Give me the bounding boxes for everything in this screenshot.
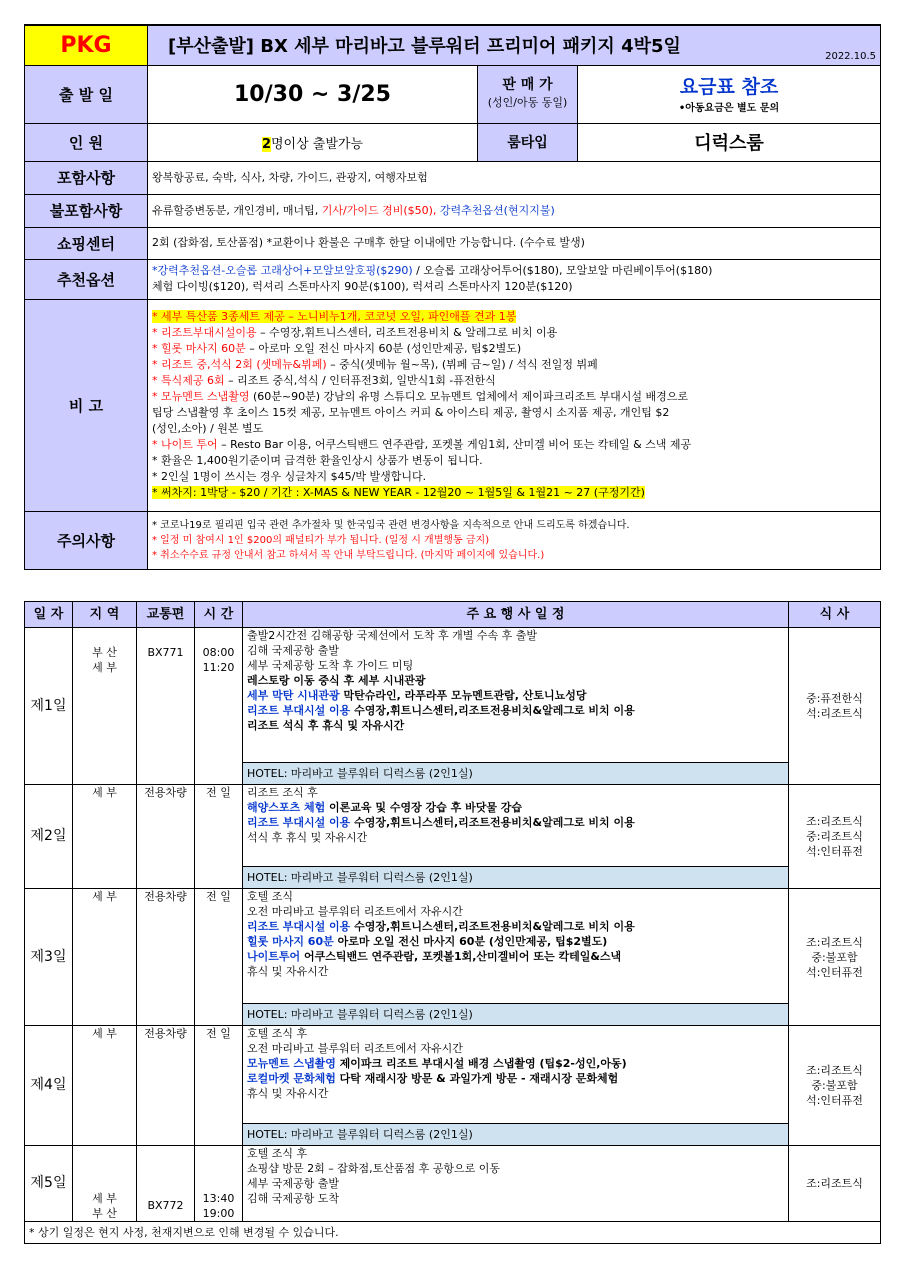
remark-exchange: * 환율은 1,400원기준이며 급격한 환율인상시 상품가 변동이 됩니다. xyxy=(152,454,483,467)
col-time: 시 간 xyxy=(195,602,243,628)
day1-hotel: HOTEL: 마리바고 블루워터 디럭스룸 (2인1실) xyxy=(243,763,789,785)
caution-penalty: * 일정 미 참여시 1인 $200의 패널티가 부가 됩니다. (일정 시 개별행동 금지) xyxy=(152,534,490,546)
day4-row xyxy=(25,1026,881,1124)
day1-time-depart: 08:00 xyxy=(202,646,235,659)
include-value: 왕복항공료, 숙박, 식사, 차량, 가이드, 관광지, 여행자보험 xyxy=(148,161,881,194)
remarks-label: 비 고 xyxy=(25,299,148,511)
day1-activity: 수영장,휘트니스센터,리조트전용비치&알레그로 비치 이용 xyxy=(350,704,635,717)
day4-meal: 중:불포함 xyxy=(811,1079,858,1092)
day1-region-cebu: 세 부 xyxy=(92,661,117,674)
day1-row xyxy=(25,628,881,763)
day1-activity: 막탄슈라인, 라푸라푸 모뉴멘트관람, 산토니뇨성당 xyxy=(339,689,587,702)
exclude-value xyxy=(148,194,881,227)
caution-covid: * 코로나19로 필리핀 입국 관련 추가절차 및 한국입국 관련 변경사항을 지속적으로 안내 드리도록 하겠습니다. xyxy=(152,519,630,531)
package-title-text: [부산출발] BX 세부 마리바고 블루워터 프리미어 패키지 4박5일 xyxy=(168,36,681,58)
remark-resort-red: * 리조트부대시설이용 xyxy=(152,326,257,339)
remark-special-red: * 특식제공 6회 xyxy=(152,374,225,387)
day3-hotel: HOTEL: 마리바고 블루워터 디럭스룸 (2인1실) xyxy=(243,1004,789,1026)
shopping-label: 쇼핑센터 xyxy=(25,227,148,259)
day1-label: 제1일 xyxy=(25,628,73,785)
day2-activity: 리조트 조식 후 xyxy=(247,786,318,799)
col-region: 지 역 xyxy=(73,602,137,628)
itinerary-footnote: * 상기 일정은 현지 사정, 천재지변으로 인해 변경될 수 있습니다. xyxy=(25,1222,881,1244)
day1-activity-title: 세부 막탄 시내관광 xyxy=(247,689,340,702)
remark-snap-red: * 모뉴멘트 스냅촬영 xyxy=(152,390,250,403)
day1-time xyxy=(195,628,243,785)
day1-activity: 김해 국제공항 출발 xyxy=(247,644,340,657)
day1-meal: 석:리조트식 xyxy=(806,707,863,720)
option-label: 추천옵션 xyxy=(25,259,148,299)
remark-night: – Resto Bar 이용, 어쿠스틱밴드 연주관람, 포켓볼 게임1회, 산미겔 비어 또는 칵테일 & 스낵 제공 xyxy=(217,438,692,451)
day1-transport: BX771 xyxy=(137,628,195,785)
day5-activity: 김해 국제공항 도착 xyxy=(247,1192,340,1205)
day4-activity: 오전 마리바고 블루워터 리조트에서 자유시간 xyxy=(247,1042,463,1055)
day5-activity: 세부 국제공항 출발 xyxy=(247,1177,340,1190)
day3-activities xyxy=(243,889,789,1004)
price-sub-label: (성인/아동 동일) xyxy=(487,96,568,109)
people-text: 명이상 출발가능 xyxy=(271,136,364,152)
remark-special: – 리조트 중식,석식 / 인터퓨전3회, 일반식1회 -퓨전한식 xyxy=(224,374,496,387)
day3-meal: 석:인터퓨전 xyxy=(806,965,863,979)
day3-activity-title: 나이트투어 xyxy=(247,950,301,963)
shopping-value: 2회 (잡화점, 토산품점) *교환이나 환불은 구매후 한달 이내에만 가능합니다. (수수료 발생) xyxy=(148,227,881,259)
day3-activity: 어쿠스틱밴드 연주관람, 포켓볼1회,산미겔비어 또는 칵테일&스낵 xyxy=(300,950,622,963)
remark-souvenir: * 세부 특산품 3종세트 제공 – 노니비누1개, 코코넛 오일, 파인애플 견과 1봉 xyxy=(152,310,517,323)
room-value: 디럭스룸 xyxy=(578,123,881,161)
day4-meal: 석:인터퓨전 xyxy=(806,1094,863,1107)
day1-region-busan: 부 산 xyxy=(92,646,117,659)
day2-activity: 수영장,휘트니스센터,리조트전용비치&알레그로 비치 이용 xyxy=(350,816,635,829)
col-meal: 식 사 xyxy=(789,602,881,628)
remarks-list xyxy=(148,299,881,511)
day3-activity: 호텔 조식 xyxy=(247,890,294,903)
day3-activity-title: 리조트 부대시설 이용 xyxy=(247,920,351,933)
price-note: •아동요금은 별도 문의 xyxy=(678,102,780,114)
day2-transport: 전용차량 xyxy=(137,785,195,889)
exclude-text: 유류할증변동분, 개인경비, 매너팁, xyxy=(152,203,322,217)
day1-activity: 출발2시간전 김해공항 국제선에서 도착 후 개별 수속 후 출발 xyxy=(247,629,537,642)
day1-activity-title: 리조트 부대시설 이용 xyxy=(247,704,351,717)
day3-row xyxy=(25,889,881,1004)
day3-activity: 아로마 오일 전신 마사지 60분 (성인만제공, 팁$2별도) xyxy=(333,935,608,948)
pkg-badge: PKG xyxy=(25,25,148,65)
day1-meal: 중:퓨전한식 xyxy=(806,692,863,705)
package-info-table xyxy=(24,24,881,570)
day1-activity: 세부 국제공항 도착 후 가이드 미팅 xyxy=(247,659,414,672)
remark-meal-red: * 리조트 중,석식 2회 (셋메뉴&뷔페) xyxy=(152,358,327,371)
day5-meal: 조:리조트식 xyxy=(806,1177,863,1190)
day5-activity: 호텔 조식 후 xyxy=(247,1147,308,1160)
day5-time xyxy=(195,1146,243,1222)
itinerary-header xyxy=(25,602,881,628)
day4-activity-title: 모뉴멘트 스냅촬영 xyxy=(247,1057,336,1070)
remark-meal: – 중식(셋메뉴 월~목), (뷔페 금~일) / 석식 전일정 뷔페 xyxy=(326,358,598,371)
exclude-option: 강력추천옵션(현지지불) xyxy=(439,203,555,217)
day5-activities xyxy=(243,1146,789,1222)
day2-activity: 이론교육 및 수영장 강습 후 바닷물 강습 xyxy=(325,801,523,814)
day2-activity: 석식 후 휴식 및 자유시간 xyxy=(247,831,368,844)
day5-region-cebu: 세 부 xyxy=(92,1192,117,1205)
day3-meal: 조:리조트식 xyxy=(806,935,863,949)
departure-label: 출 발 일 xyxy=(25,65,148,123)
day3-activity: 오전 마리바고 블루워터 리조트에서 자유시간 xyxy=(247,905,463,918)
day3-region: 세 부 xyxy=(73,889,137,1026)
option-line2: 체험 다이빙($120), 럭셔리 스톤마사지 90분($100), 럭셔리 스톤마사지 120분($120) xyxy=(152,280,573,293)
caution-list xyxy=(148,511,881,569)
day1-time-arrive: 11:20 xyxy=(202,661,235,674)
day4-activity: 제이파크 리조트 부대시설 배경 스냅촬영 (팁$2-성인,아동) xyxy=(335,1057,627,1070)
exclude-label: 불포함사항 xyxy=(25,194,148,227)
people-label: 인 원 xyxy=(25,123,148,161)
people-number: 2 xyxy=(261,136,271,152)
day5-region-busan: 부 산 xyxy=(92,1207,117,1220)
day5-region xyxy=(73,1146,137,1222)
day4-activity-title: 로컬마켓 문화체험 xyxy=(247,1072,336,1085)
people-value xyxy=(148,123,478,161)
day5-activity: 쇼핑샵 방문 2회 – 잡화점,토산품점 후 공항으로 이동 xyxy=(247,1162,500,1175)
departure-value: 10/30 ~ 3/25 xyxy=(148,65,478,123)
day4-label: 제4일 xyxy=(25,1026,73,1146)
day3-meal: 중:불포함 xyxy=(811,950,858,964)
day2-time: 전 일 xyxy=(195,785,243,889)
day1-activities xyxy=(243,628,789,763)
exclude-guide-fee: 기사/가이드 경비($50), xyxy=(321,203,440,217)
day1-meals xyxy=(789,628,881,785)
col-transport: 교통편 xyxy=(137,602,195,628)
day4-activity: 다탁 재래시장 방문 & 과일가게 방문 - 재래시장 문화체험 xyxy=(335,1072,619,1085)
day4-meal: 조:리조트식 xyxy=(806,1064,863,1077)
remark-surcharge: * 써차지: 1박당 - $20 / 기간 : X-MAS & NEW YEAR - 12월20 ~ 1월5일 & 1월21 ~ 27 (구정기간) xyxy=(152,486,645,499)
price-value: 요금표 참조 xyxy=(679,75,779,98)
col-schedule: 주 요 행 사 일 정 xyxy=(243,602,789,628)
remark-resort: – 수영장,휘트니스센터, 리조트전용비치 & 알레그로 비치 이용 xyxy=(256,326,558,339)
price-label: 판 매 가 xyxy=(502,77,553,93)
day3-transport: 전용차량 xyxy=(137,889,195,1026)
day4-activities xyxy=(243,1026,789,1124)
day3-activity: 휴식 및 자유시간 xyxy=(247,965,329,978)
option-line1: / 오슬롭 고래상어투어($180), 모알보알 마린베이투어($180) xyxy=(412,264,713,277)
day4-activity: 호텔 조식 후 xyxy=(247,1027,308,1040)
day3-activity-title: 힐롯 마사지 60분 xyxy=(247,935,334,948)
day4-meals xyxy=(789,1026,881,1146)
day2-activities xyxy=(243,785,789,867)
day5-time-arrive: 19:00 xyxy=(202,1207,235,1220)
option-value xyxy=(148,259,881,299)
day2-row xyxy=(25,785,881,867)
day5-meals xyxy=(789,1146,881,1222)
day3-meals xyxy=(789,889,881,1026)
day1-activity: 리조트 석식 후 휴식 및 자유시간 xyxy=(247,719,405,732)
day2-hotel: HOTEL: 마리바고 블루워터 디럭스룸 (2인1실) xyxy=(243,867,789,889)
day5-row xyxy=(25,1146,881,1222)
remark-single: * 2인실 1명이 쓰시는 경우 싱글차지 $45/박 발생합니다. xyxy=(152,470,427,483)
day2-label: 제2일 xyxy=(25,785,73,889)
package-title xyxy=(148,25,881,65)
include-label: 포함사항 xyxy=(25,161,148,194)
price-label-cell xyxy=(478,65,578,123)
option-highlight: *강력추천옵션-오슬롭 고래상어+모알보알호핑($290) xyxy=(152,264,413,277)
day2-meal: 조:리조트식 xyxy=(806,815,863,828)
room-label: 룸타입 xyxy=(478,123,578,161)
day2-meals xyxy=(789,785,881,889)
caution-label: 주의사항 xyxy=(25,511,148,569)
remark-massage-red: * 힐롯 마사지 60분 xyxy=(152,342,246,355)
day4-activity: 휴식 및 자유시간 xyxy=(247,1087,329,1100)
day3-label: 제3일 xyxy=(25,889,73,1026)
day2-meal: 중:리조트식 xyxy=(806,830,863,843)
day5-transport: BX772 xyxy=(137,1146,195,1222)
remark-massage: – 아로마 오일 전신 마사지 60분 (성인만제공, 팁$2별도) xyxy=(245,342,522,355)
day4-transport: 전용차량 xyxy=(137,1026,195,1146)
day3-activity: 수영장,휘트니스센터,리조트전용비치&알레그로 비치 이용 xyxy=(350,920,635,933)
price-value-cell xyxy=(578,65,881,123)
document-date: 2022.10.5 xyxy=(825,50,876,62)
itinerary-table xyxy=(24,601,881,1244)
remark-night-red: * 나이트 투어 xyxy=(152,438,218,451)
day1-activity: 레스토랑 이동 중식 후 세부 시내관광 xyxy=(247,674,426,687)
day1-region xyxy=(73,628,137,785)
day3-time: 전 일 xyxy=(195,889,243,1026)
day5-time-depart: 13:40 xyxy=(202,1192,235,1205)
remark-snap-line3: (성인,소아) / 원본 별도 xyxy=(152,422,264,435)
caution-cancel: * 취소수수료 규정 안내서 참고 하셔서 꼭 안내 부탁드립니다. (마지막 페이지에 있습니다.) xyxy=(152,549,545,561)
day4-time: 전 일 xyxy=(195,1026,243,1146)
day2-region: 세 부 xyxy=(73,785,137,889)
remark-snap: (60분~90분) 강남의 유명 스튜디오 모뉴멘트 업체에서 제이파크리조트 부대시설 배경으로 xyxy=(249,390,689,403)
col-day: 일 자 xyxy=(25,602,73,628)
day2-activity-title: 해양스포츠 체험 xyxy=(247,801,326,814)
remark-snap-line2: 팁당 스냅촬영 후 초이스 15컷 제공, 모뉴멘트 아이스 커피 & 아이스티 제공, 촬영시 소지품 제공, 개인팁 $2 xyxy=(152,406,670,419)
day5-label: 제5일 xyxy=(25,1146,73,1222)
day2-meal: 석:인터퓨전 xyxy=(806,845,863,858)
day2-activity-title: 리조트 부대시설 이용 xyxy=(247,816,351,829)
day4-hotel: HOTEL: 마리바고 블루워터 디럭스룸 (2인1실) xyxy=(243,1124,789,1146)
day4-region: 세 부 xyxy=(73,1026,137,1146)
